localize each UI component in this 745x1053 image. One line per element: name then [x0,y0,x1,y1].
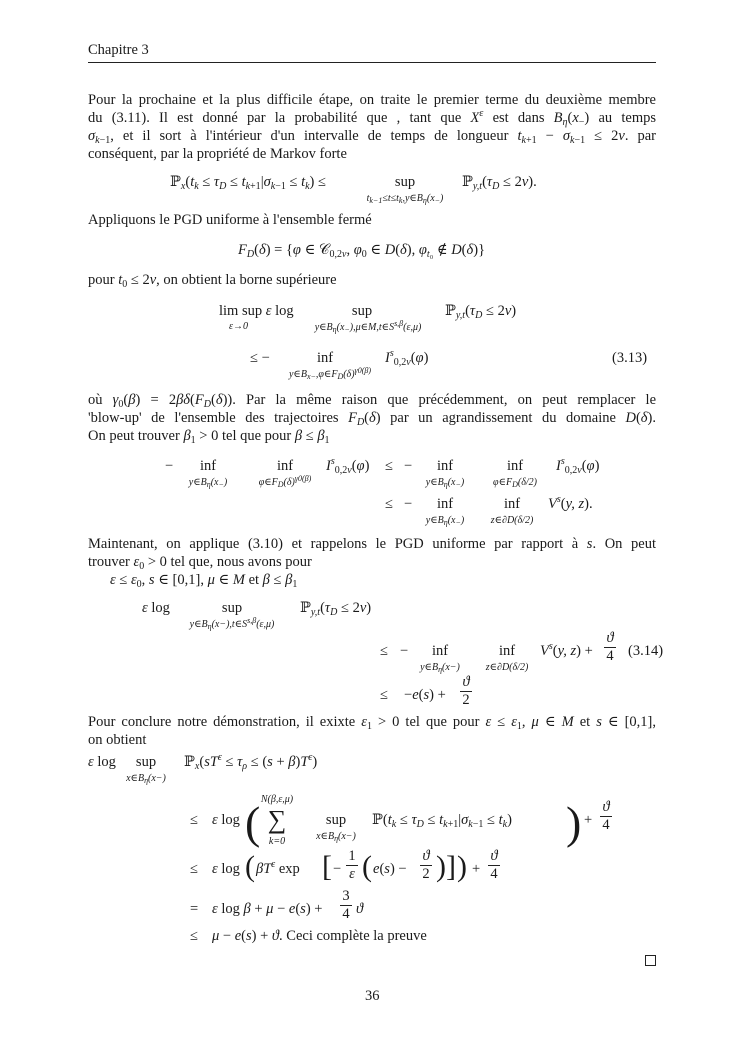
rate-function: $I^s_{0,2\nu}(\varphi)$ [556,456,600,476]
minus-sign: − [165,458,174,474]
operator-subscript: $y\in B_\eta(x_-)$ [425,515,465,527]
fraction-theta-over-2 [420,849,432,882]
right-paren: ) [457,850,467,883]
qed-symbol [645,955,656,966]
paragraph-line: 'blow-up' de l'ensemble des trajectoires $F_D(\delta)$ par un agrandissement du domaine D(δ). [88,410,657,428]
relation: ≤ [190,812,198,828]
sup-operator: sup [135,754,157,770]
left-paren: ( [245,850,255,883]
relation: ≤ [190,928,198,944]
left-paren: ( [245,797,261,848]
operator-subscript: $\varphi\in F_D(\delta)^{\gamma 0(\beta)}$ [258,474,312,489]
inf-operator: inf [498,643,516,659]
minus-sign: − [404,458,413,474]
equation-term: ε log β + μ − e(s) + [212,901,323,917]
equation-rhs: $ℙ_{y,t}(\tau_D \le 2\nu)$ [445,303,517,321]
numerator: ϑ [490,848,498,864]
operator-subscript: $y\in B_\eta(x_-)$ [188,477,228,489]
rate-function: $I^s_{0,2\nu}(\varphi)$ [326,456,370,476]
right-bracket: ] [446,850,456,883]
sup-operator: sup [351,303,373,319]
inf-operator: inf [436,458,454,474]
equation-lhs: $ℙ_x(t_k \le \tau_D \le t_{k+1}|\sigma_{k-1} \le t_k)$ ≤ [170,174,326,192]
inf-operator: inf [506,458,524,474]
minus-sign: − [333,861,342,877]
equation-term: ϑ [356,901,364,917]
paragraph-line: où $\gamma_0(\beta) = 2\beta\delta(F_D(\delta))$. Par la même raison que précédemment, on peut remplacer le [88,392,657,410]
fraction-three-quarters [340,889,352,922]
sup-operator: sup [325,812,347,828]
rate-function: $I^s_{0,2\nu}(\varphi)$ [385,348,429,368]
inf-operator: inf [431,643,449,659]
operator-subscript: $y\in B_\eta(x_-)$ [425,477,465,489]
fraction-theta-over-4 [600,800,612,833]
operator-subscript: $t_{k-1}\le t\le t_k,y\in B_\eta(x_-)$ [366,193,444,205]
left-bracket: [ [322,850,332,883]
equation-number: (3.14) [628,643,664,659]
inf-operator: inf [436,496,454,512]
equation-number: (3.13) [612,350,648,366]
paragraph-line: pour $t_0 \le 2\nu$, on obtient la borne supérieure [88,272,337,290]
denominator: 4 [342,906,350,922]
denominator: 4 [606,648,614,664]
right-paren: ) [566,797,582,848]
chapter-header: Chapitre 3 [88,42,149,58]
left-paren: ( [362,850,372,883]
relation: ≤ − [250,350,270,366]
denominator: 2 [422,866,430,882]
right-paren: ) [436,850,446,883]
paragraph-line: on obtient [88,732,147,748]
equation-term: e(s) − [373,861,407,877]
inf-operator: inf [503,496,521,512]
operator-subscript: $x\in B_\eta(x-)$ [126,773,166,785]
equation-term: −e(s) + [404,687,446,703]
denominator: 4 [490,866,498,882]
paragraph-line: Appliquons le PGD uniforme à l'ensemble fermé [88,212,372,228]
limsup-expression: lim sup ε log [219,303,294,319]
operator-subscript: z∈∂D(δ/2) [490,515,534,526]
equation-rhs: $ℙ_x(sT^\varepsilon \le \tau_\rho \le (s + \beta)T^\varepsilon)$ [184,752,318,772]
paragraph-line: trouver $\varepsilon_0 > 0$ tel que, nous avons pour [88,554,312,572]
equation-lhs: ε log [88,754,116,770]
quasipotential: $V^s(y$, z). [548,494,593,512]
relation: = [190,901,199,917]
page-number: 36 [365,988,380,1004]
numerator: ϑ [422,848,430,864]
minus-sign: − [404,496,413,512]
numerator: 3 [342,888,350,904]
fraction-theta-over-2 [460,675,472,708]
paragraph-line: Pour la prochaine et la plus difficile étape, on traite le premier terme du deuxième membre [88,92,656,108]
operator-subscript: z∈∂D(δ/2) [485,662,529,673]
fraction-theta-over-4 [604,631,616,664]
paragraph-line: $\sigma_{k-1}$, et il sort à l'intérieur d'un intervalle de temps de longueur $t_{k+1} - \sigma_{k-1} \le 2\nu$. par [88,128,657,146]
paragraph-line: On peut trouver $\beta_1 > 0$ tel que pour $\beta \le \beta_1$ [88,428,330,446]
equation-term: $ℙ(t_k \le \tau_D \le t_{k+1}|\sigma_{k-1} \le t_k)$ [372,812,512,830]
equation-term: $\beta T^\varepsilon$ exp [256,859,300,877]
header-rule [88,62,656,63]
equation-rhs: $ℙ_{y,t}(\tau_D \le 2\nu)$. [462,174,537,192]
relation: ≤ [380,687,388,703]
paragraph-line: conséquent, par la propriété de Markov forte [88,146,347,162]
denominator: ε [349,866,355,882]
relation: ≤ [385,496,393,512]
numerator: ϑ [602,799,610,815]
equation-fd: $F_D(\delta) = \{\varphi$ ∈ 𝒞$_{0,2\nu}$, $\varphi_0$ ∈ D(δ), $\varphi_{t_0}$ ∉ D(δ)} [238,242,486,260]
operator-subscript: $y\in B_{x-},\varphi\in F_D(\delta)^{\gamma 0(\beta)}$ [288,366,372,381]
paragraph-line: Maintenant, on applique (3.10) et rappelons le PGD uniforme par rapport à s. On peut [88,536,656,552]
operator-subscript: $x\in B_\eta(x-)$ [316,831,356,843]
equation-lhs: ε log [142,600,170,616]
relation: ≤ [385,458,393,474]
plus-sign: + [472,861,481,877]
paragraph-line: $\varepsilon \le \varepsilon_0$, s ∈ [0,1], μ ∈ M et $\beta \le \beta_1$ [110,572,298,590]
sum-symbol: ∑ [267,805,287,834]
fraction-theta-over-4 [488,849,500,882]
operator-subscript: $\varphi\in F_D(\delta/2)$ [493,477,537,489]
operator-subscript: $y\in B_\eta(x-),t\in S^{s,\beta}(\varepsilon,\mu)$ [189,616,275,631]
denominator: 4 [602,817,610,833]
numerator: 1 [348,848,356,864]
sum-upper-limit: N(β,ε,μ) [260,794,294,805]
equation-term: ε log [212,812,240,828]
equation-rhs: $ℙ_{y,t}(\tau_D \le 2\nu)$ [300,600,372,618]
numerator: ϑ [606,630,614,646]
quasipotential: $V^s(y$, z) + [540,641,593,659]
relation: ≤ [380,643,388,659]
sum-lower-limit: k=0 [268,836,286,847]
paragraph-line: du (3.11). Il est donné par la probabilité que , tant que $X^\varepsilon$ est dans $B_\eta(x_-)$ au temps [88,108,656,128]
fraction-one-over-epsilon [346,849,358,882]
relation: ≤ [190,861,198,877]
inf-operator: inf [276,458,294,474]
equation-term: μ − e(s) + ϑ. Ceci complète la preuve [212,928,427,944]
minus-sign: − [400,643,409,659]
operator-subscript: $y\in B_\eta(x_-),\mu\in M,t\in S^{s,\beta}(\varepsilon,\mu)$ [314,319,422,334]
sup-operator: sup [221,600,243,616]
inf-operator: inf [199,458,217,474]
inf-operator: inf [316,350,334,366]
paragraph-line: Pour conclure notre démonstration, il exixte $\varepsilon_1 > 0$ tel que pour $\varepsilon \le \varepsilon_1$, μ ∈ M et s ∈ [0,1], [88,714,657,732]
limit-subscript: ε→0 [229,321,248,332]
equation-term: ε log [212,861,240,877]
operator-subscript: $y\in B_\eta(x-)$ [420,662,460,674]
denominator: 2 [462,692,470,708]
numerator: ϑ [462,674,470,690]
plus-sign: + [584,812,593,828]
sup-operator: sup [394,174,416,190]
